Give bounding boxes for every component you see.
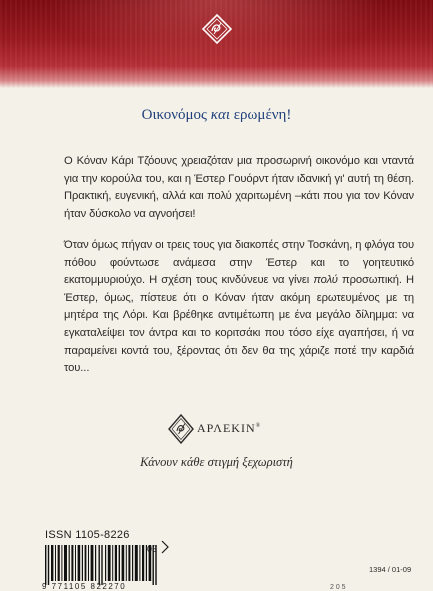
blurb-paragraph-1: Ο Κόναν Κάρι Τζόουνς χρειαζόταν μια προσωρινή οικονόμο και νταντά για την κορούλα του, και η Έστερ Γουόρντ ήταν ιδανική γι' αυτή τη θέση. Πρακτική, ευγενική, αλλά και πολύ χαριτωμένη –κάτι που για τον Κόναν ήταν δύσκολο να αγνοήσει!	[64, 155, 414, 220]
corner-small-text: 2 0 5	[330, 584, 346, 591]
header-band	[0, 0, 433, 88]
barcode-icon	[45, 545, 163, 585]
issn-label: ISSN 1105-8226	[45, 529, 130, 541]
barcode-digits: 9 771105 822270	[42, 582, 127, 591]
headline	[0, 107, 433, 124]
blurb-paragraph-2	[64, 237, 414, 378]
publisher-diamond-logo-icon	[168, 414, 194, 444]
headline-part-2: και	[210, 107, 230, 123]
harlequin-diamond-logo-icon	[202, 14, 232, 44]
headline-part-3: ερωμένη!	[230, 107, 292, 123]
publisher-name-text: ΑΡΛΕΚΙΝ	[197, 421, 256, 435]
catalog-code: 1394 / 01-09	[369, 565, 412, 574]
publisher-name	[197, 421, 261, 436]
chevron-right-icon	[160, 539, 170, 555]
publisher-tagline: Κάνουν κάθε στιγμή ξεχωριστή	[140, 455, 293, 469]
blurb-paragraph-2-emphasis: πολύ	[313, 274, 338, 287]
headline-part-1: Οικονόμος	[141, 107, 211, 123]
registered-mark: ®	[255, 423, 262, 429]
blurb-paragraph-2-before: Όταν όμως πήγαν οι τρεις τους για διακοπές στην Τοσκάνη, η φλόγα του πόθου φούντωσε ανάμεσα στην Έστερ και το γοητευτικό εκατομμυριούχο. Η σχέση τους κινδύνευε να γίνει	[64, 239, 414, 287]
barcode-addon-code: 03	[147, 544, 158, 554]
blurb-paragraph-2-after: προσωπική. Η Έστερ, όμως, πίστευε ότι ο Κόναν ήταν ακόμη ερωτευμένος με τη μητέρα της Λόρι. Και βρέθηκε αντιμέτωπη με ένα μεγάλο δίλημμα: να εγκαταλείψει τον άντρα και το κοριτσάκι που τόσο είχε αγαπήσει, ή να παραμείνει κοντά του, ξέροντας ότι δεν θα της χάριζε ποτέ την καρδιά του...	[64, 274, 414, 375]
